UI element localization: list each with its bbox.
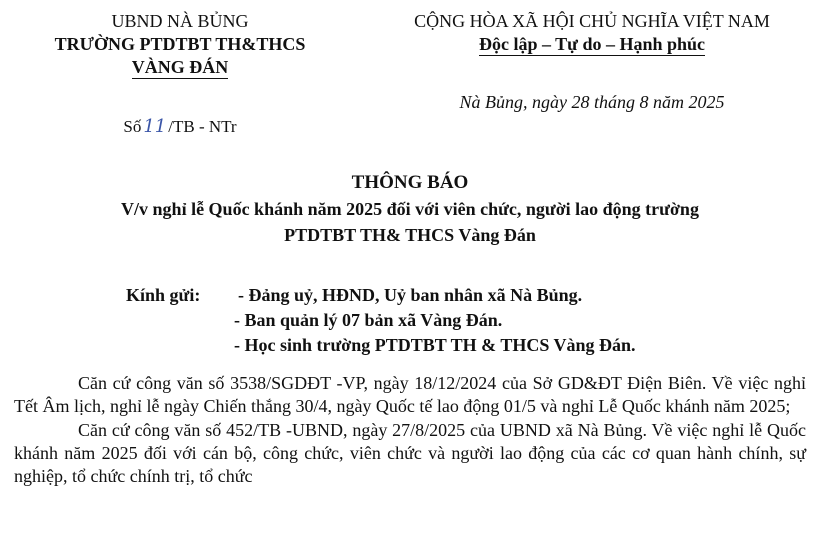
document-body	[14, 372, 806, 488]
recipient-row	[126, 308, 806, 333]
recipient-item: - Học sinh trường PTDTBT TH & THCS Vàng Đán.	[234, 335, 636, 355]
doc-number-prefix: Số	[123, 117, 142, 136]
doc-number-handwritten: 11	[143, 116, 167, 137]
place-and-date: Nà Bủng, ngày 28 tháng 8 năm 2025	[459, 92, 725, 112]
recipient-item: - Ban quản lý 07 bản xã Vàng Đán.	[234, 310, 503, 330]
body-paragraph: Căn cứ công văn số 452/TB -UBND, ngày 27/8/2025 của UBND xã Nà Bủng. Về việc nghỉ lễ Quốc khánh năm 2025 đối với cán bộ, công chức, viên chức và người lao động của các cơ quan hành chính, sự nghiệp, tổ chức chính trị, tổ chức	[14, 419, 806, 487]
nation-name: CỘNG HÒA XÃ HỘI CHỦ NGHĨA VIỆT NAM	[414, 11, 770, 31]
national-motto: Độc lập – Tự do – Hạnh phúc	[478, 34, 706, 54]
org-school-name: TRƯỜNG PTDTBT TH&THCS	[54, 34, 306, 54]
document-number	[20, 116, 340, 137]
issuing-org-header	[20, 10, 340, 79]
document-subject-line-1: V/v nghỉ lễ Quốc khánh năm 2025 đối với viên chức, người lao động trường	[121, 199, 699, 219]
national-header	[372, 10, 812, 56]
recipient-item: - Đảng uỷ, HĐND, Uỷ ban nhân xã Nà Bủng.	[238, 285, 583, 305]
document-title-block	[0, 170, 820, 248]
doc-number-suffix: /TB - NTr	[168, 117, 237, 136]
recipients-block	[126, 283, 806, 358]
org-school-location: VÀNG ĐÁN	[131, 57, 229, 77]
recipients-label: Kính gửi:	[126, 285, 201, 305]
recipient-row	[126, 283, 806, 308]
org-parent-name: UBND NÀ BỦNG	[111, 11, 249, 31]
document-subject-line-2: PTDTBT TH& THCS Vàng Đán	[284, 225, 536, 245]
body-paragraph: Căn cứ công văn số 3538/SGDĐT -VP, ngày 18/12/2024 của Sở GD&ĐT Điện Biên. Về việc nghỉ Tết Âm lịch, nghỉ lễ ngày Chiến thắng 30/4, ngày Quốc tế lao động 01/5 và nghỉ Lễ Quốc khánh năm 2025;	[14, 373, 806, 417]
document-heading: THÔNG BÁO	[351, 172, 469, 193]
recipient-row	[126, 333, 806, 358]
